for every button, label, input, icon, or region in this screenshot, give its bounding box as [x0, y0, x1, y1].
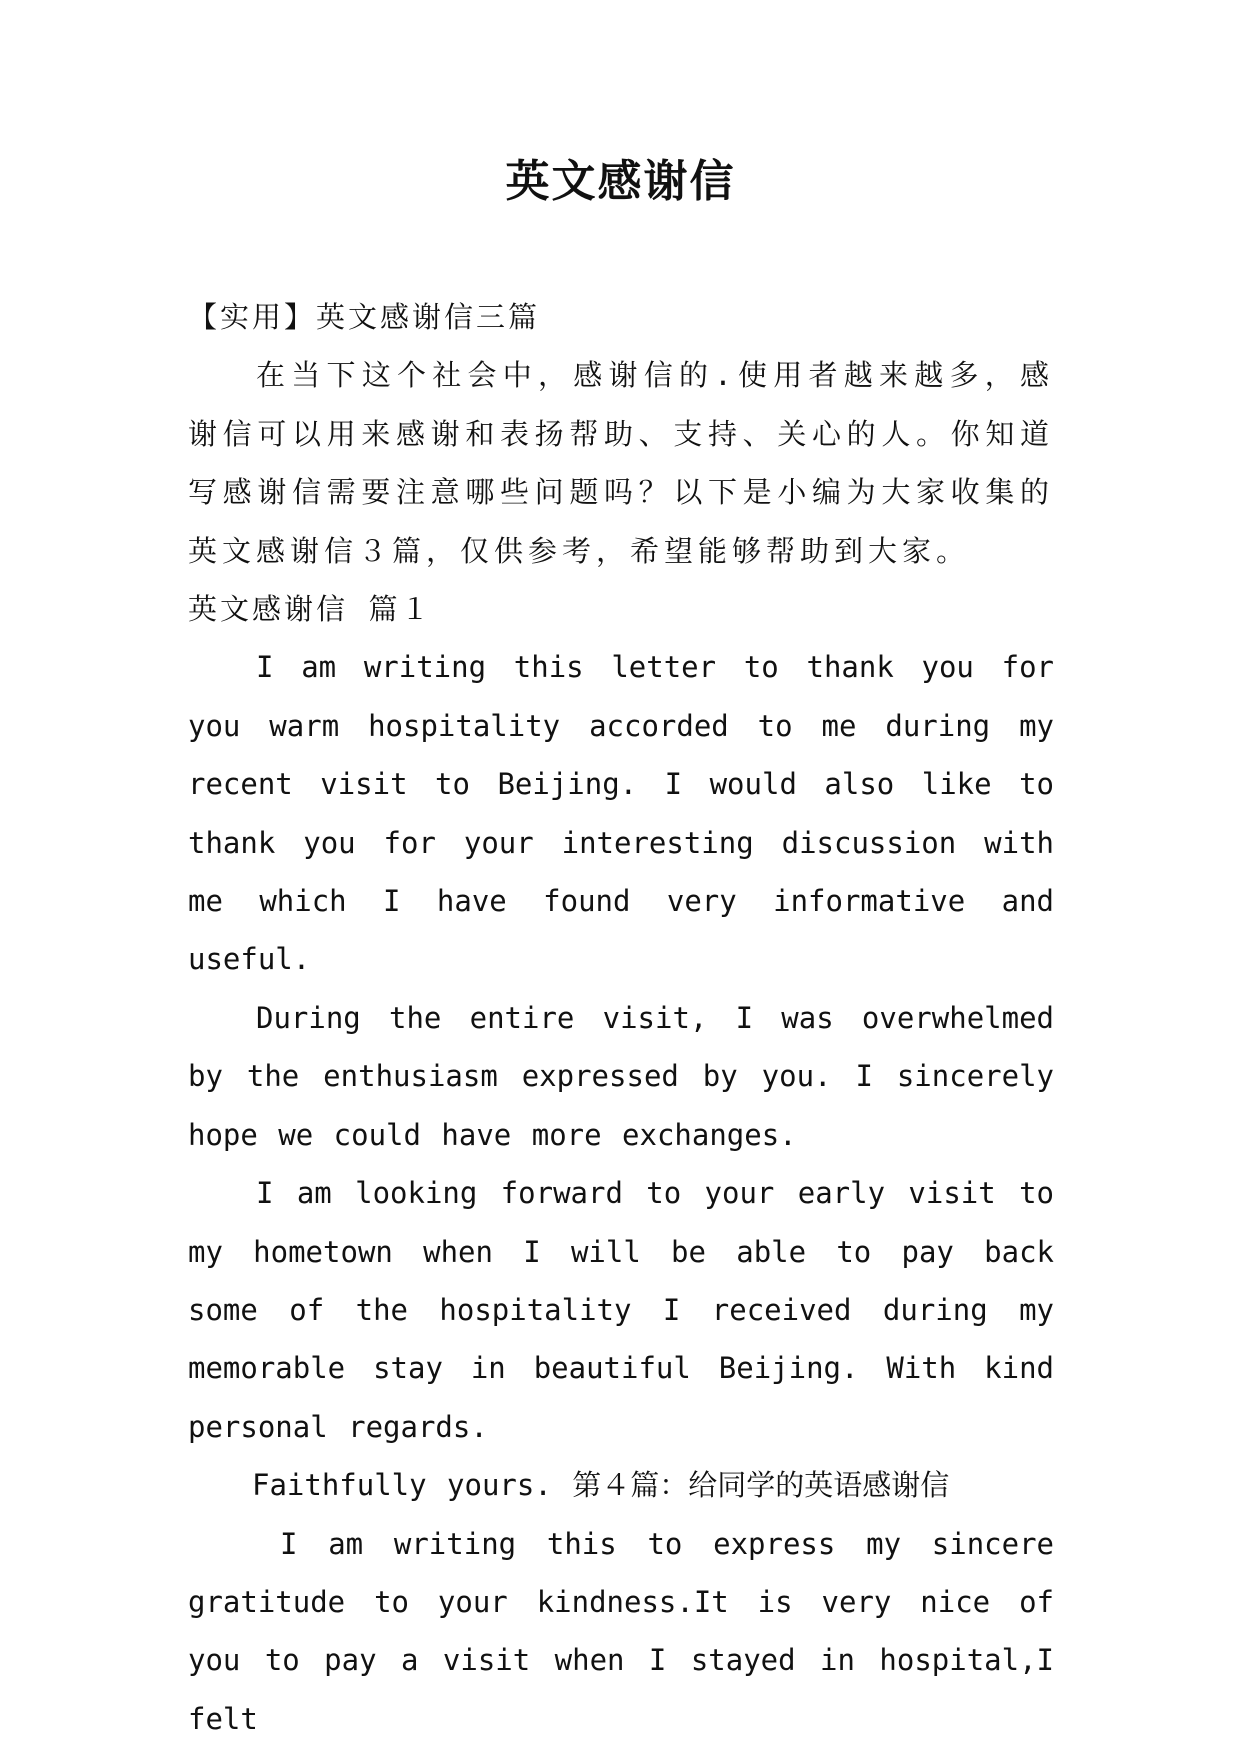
letter-paragraph-3: I am looking forward to your early visit to my hometown when I will be able to pay back some of the hospitality I received during my memorable stay in beautiful Beijing. With kind personal regards. [188, 1176, 1054, 1444]
document-body [188, 288, 1054, 1748]
section-heading: 英文感谢信 篇１ [188, 592, 433, 627]
document-title: 英文感谢信 [505, 156, 736, 207]
letter-paragraph-1: I am writing this letter to thank you for you warm hospitality accorded to me during my recent visit to Beijing. I would also like to thank you for your interesting discussion with me which I have found very informative and useful. [188, 650, 1054, 977]
letter-paragraph-2: During the entire visit, I was overwhelmed by the enthusiasm expressed by you. I sincerely hope we could have more exchanges. [188, 1000, 1054, 1152]
closing-line: Faithfully yours. 第４篇：给同学的英语感谢信 [252, 1468, 950, 1503]
intro-paragraph: 在当下这个社会中，感谢信的.使用者越来越多，感谢信可以用来感谢和表扬帮助、支持、关心的人。你知道写感谢信需要注意哪些问题吗？以下是小编为大家收集的英文感谢信３篇，仅供参考，希望能够帮助到大家。 [188, 358, 1054, 568]
letter-paragraph-4: I am writing this to express my sincere gratitude to your kindness.It is very nice of you to pay a visit when I stayed in hospital,I felt [188, 1526, 1054, 1736]
document-subtitle: 【实用】英文感谢信三篇 [188, 300, 541, 334]
